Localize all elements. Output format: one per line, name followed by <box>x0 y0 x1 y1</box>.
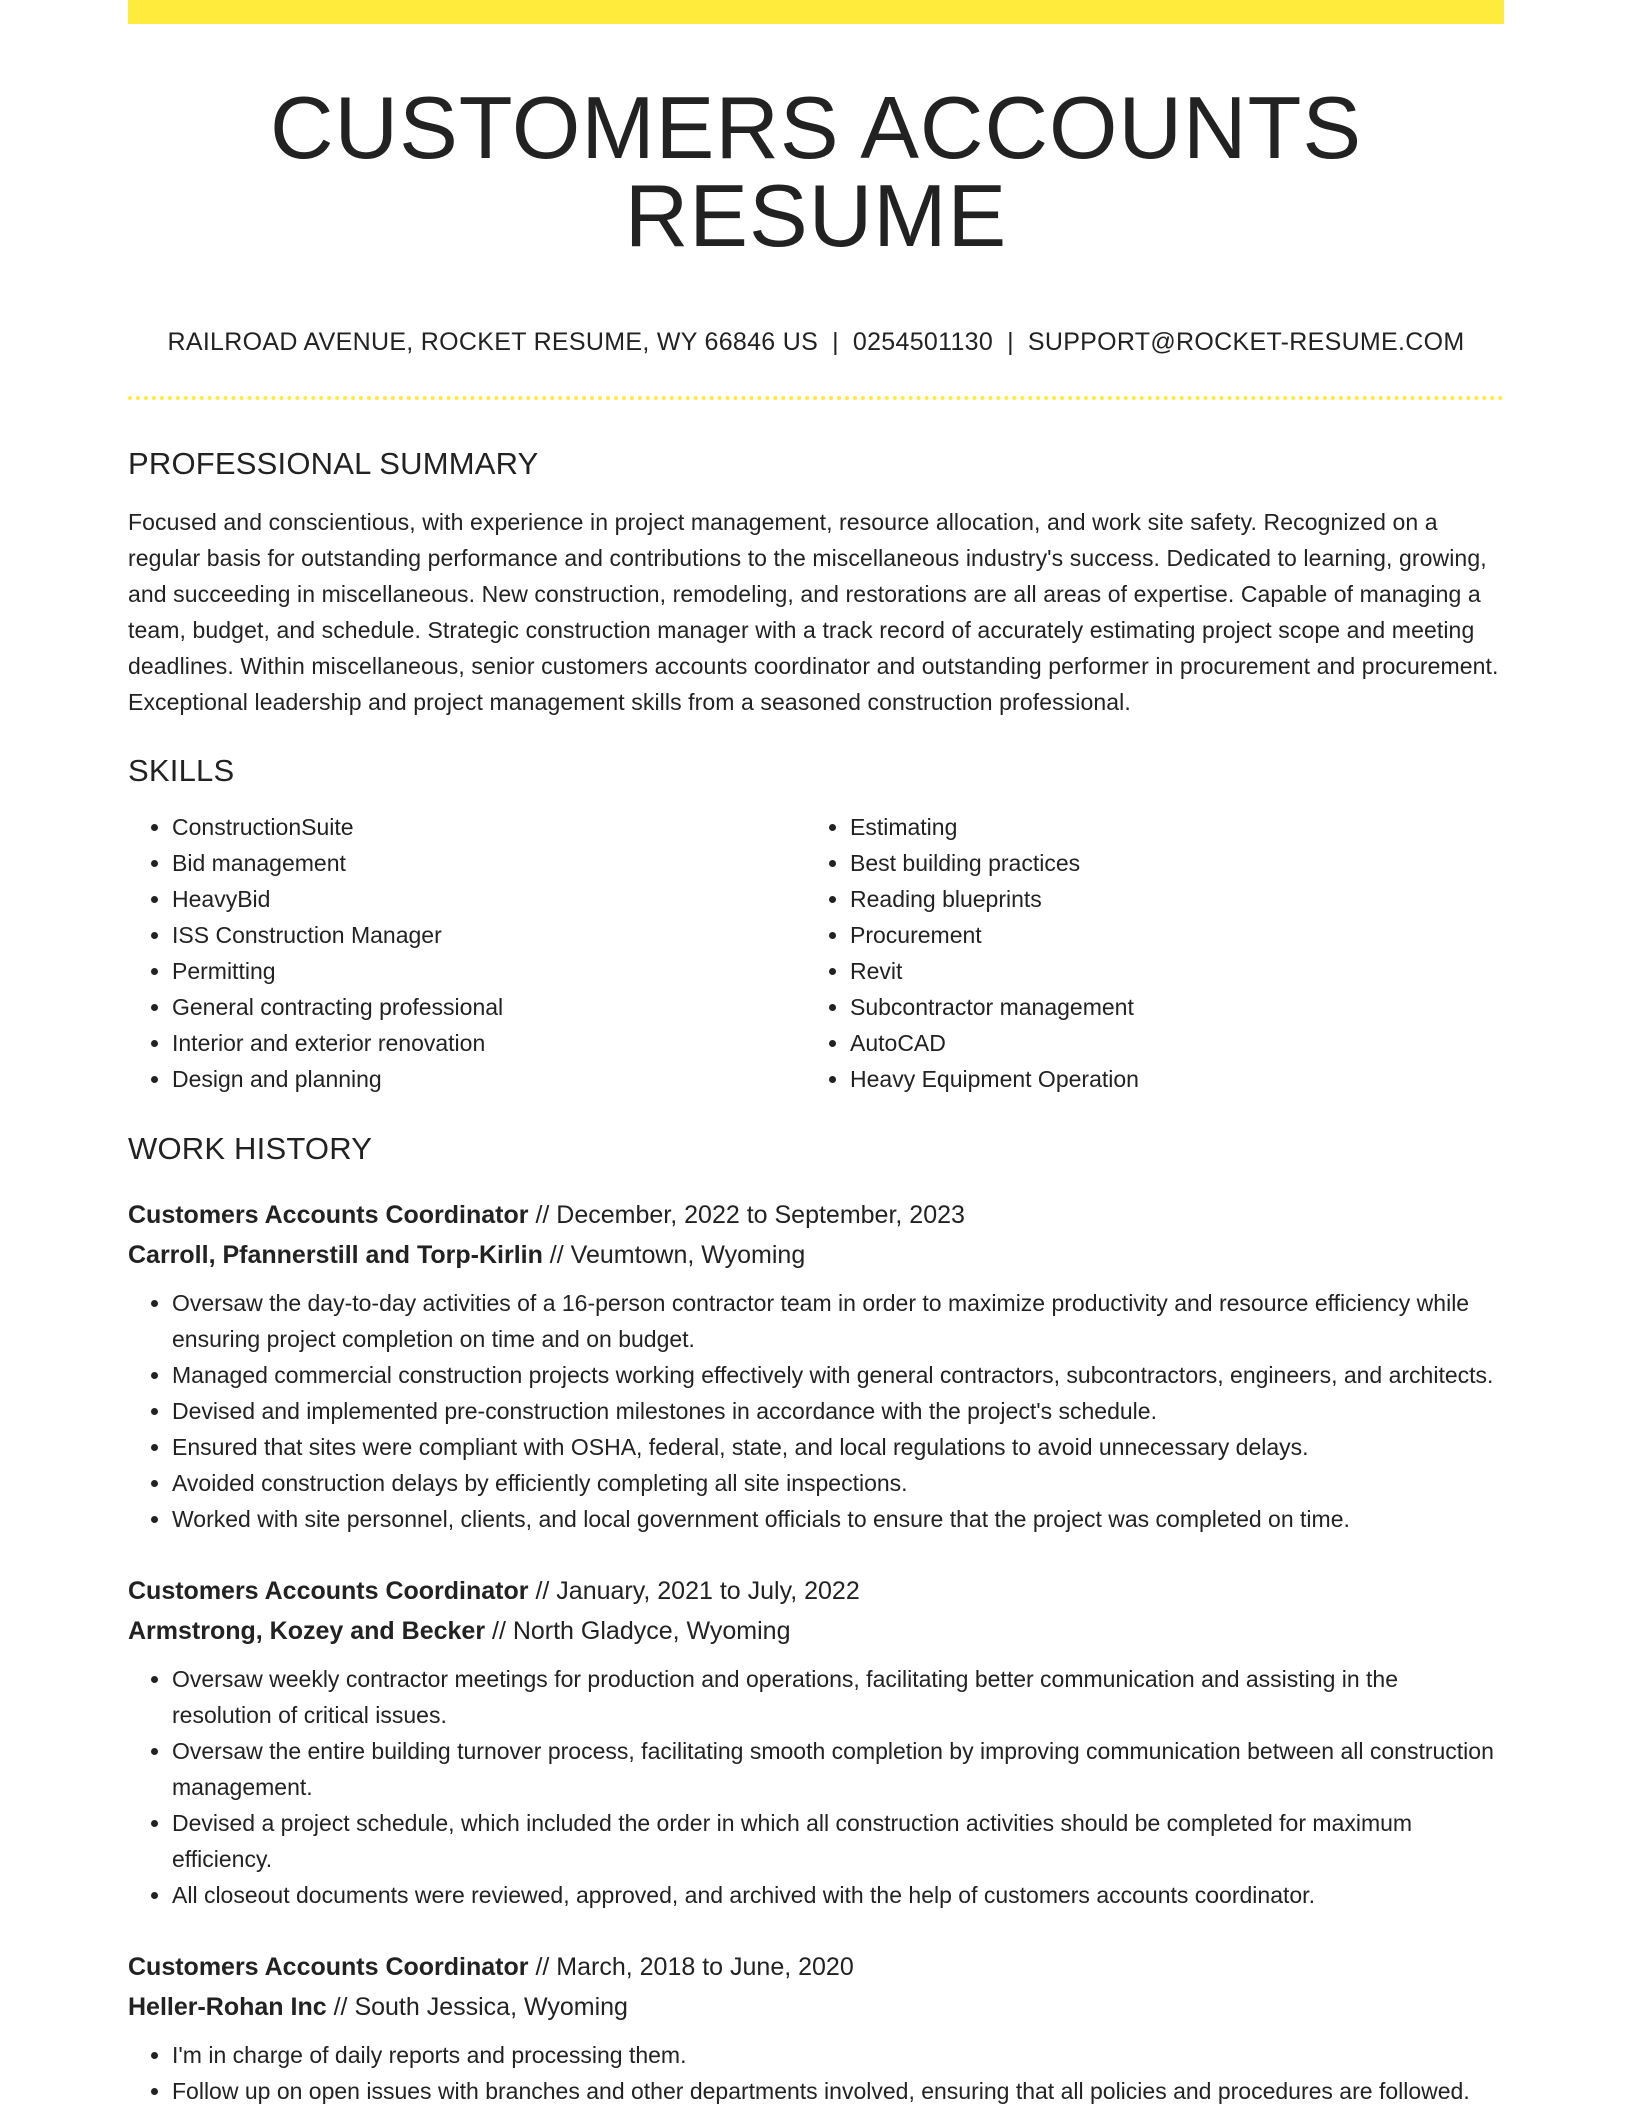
skill-item: • Estimating <box>850 809 1484 845</box>
job-bullet: • Oversaw the entire building turnover process, facilitating smooth completion by improving communication between all construction management. <box>172 1733 1504 1805</box>
contact-address: RAILROAD AVENUE, ROCKET RESUME, WY 66846 US <box>167 328 819 356</box>
job-company: Armstrong, Kozey and Becker <box>128 1617 486 1645</box>
resume-title: CUSTOMERS ACCOUNTS RESUME <box>269 78 1363 265</box>
skill-item: • HeavyBid <box>172 881 806 917</box>
job-bullet: • Oversaw the day-to-day activities of a 16-person contractor team in order to maximize productivity and resource efficiency while ensuring project completion on time and on budget. <box>172 1285 1504 1357</box>
job-location: // North Gladyce, Wyoming <box>485 1617 791 1645</box>
skill-item: • ISS Construction Manager <box>172 917 806 953</box>
job-role-line <box>128 1195 1504 1235</box>
job-entry <box>128 1947 1504 2109</box>
section-title-summary: PROFESSIONAL SUMMARY <box>128 446 539 481</box>
job-dates: // January, 2021 to July, 2022 <box>528 1577 860 1605</box>
resume-page <box>128 0 1504 2109</box>
job-bullet: • Devised a project schedule, which included the order in which all construction activities should be completed for maximum efficiency. <box>172 1805 1504 1877</box>
section-title-skills: SKILLS <box>128 753 235 788</box>
skill-item: • AutoCAD <box>850 1025 1484 1061</box>
skill-item: • Design and planning <box>172 1061 806 1097</box>
job-entry <box>128 1571 1504 1913</box>
skills-list-right <box>806 809 1484 1097</box>
job-role-line <box>128 1947 1504 1987</box>
skill-item: • Interior and exterior renovation <box>172 1025 806 1061</box>
job-company-line <box>128 1987 1504 2027</box>
skill-item: • ConstructionSuite <box>172 809 806 845</box>
job-role: Customers Accounts Coordinator <box>128 1577 529 1605</box>
job-bullet: • Ensured that sites were compliant with OSHA, federal, state, and local regulations to avoid unnecessary delays. <box>172 1429 1504 1465</box>
skill-item: • Procurement <box>850 917 1484 953</box>
skill-item: • Bid management <box>172 845 806 881</box>
contact-email: SUPPORT@ROCKET-RESUME.COM <box>1027 328 1465 356</box>
contact-line <box>128 328 1504 357</box>
skill-item: • Reading blueprints <box>850 881 1484 917</box>
skills-list-left <box>128 809 806 1097</box>
job-location: // South Jessica, Wyoming <box>326 1993 628 2021</box>
job-dates: // December, 2022 to September, 2023 <box>528 1201 965 1229</box>
skill-item: • Revit <box>850 953 1484 989</box>
skill-item: • Permitting <box>172 953 806 989</box>
job-bullet: • Follow up on open issues with branches and other departments involved, ensuring that all policies and procedures are followed. <box>172 2073 1504 2109</box>
contact-phone: 0254501130 <box>852 328 994 356</box>
skill-item: • Subcontractor management <box>850 989 1484 1025</box>
job-entry <box>128 1195 1504 1537</box>
job-bullet: • Managed commercial construction projects working effectively with general contractors, subcontractors, engineers, and architects. <box>172 1357 1504 1393</box>
skills-grid <box>128 809 1504 1097</box>
job-bullets <box>128 2037 1504 2109</box>
job-role: Customers Accounts Coordinator <box>128 1953 529 1981</box>
job-bullets <box>128 1661 1504 1913</box>
contact-separator: | <box>1007 328 1014 356</box>
skill-item: • General contracting professional <box>172 989 806 1025</box>
job-dates: // March, 2018 to June, 2020 <box>528 1953 854 1981</box>
job-role-line <box>128 1571 1504 1611</box>
job-company-line <box>128 1235 1504 1275</box>
job-bullet: • Oversaw weekly contractor meetings for production and operations, facilitating better communication and assisting in the resolution of critical issues. <box>172 1661 1504 1733</box>
job-company-line <box>128 1611 1504 1651</box>
dotted-divider <box>128 396 1504 400</box>
top-accent-bar <box>128 0 1504 24</box>
job-location: // Veumtown, Wyoming <box>542 1241 806 1269</box>
job-bullets <box>128 1285 1504 1537</box>
job-bullet: • All closeout documents were reviewed, approved, and archived with the help of customers accounts coordinator. <box>172 1877 1504 1913</box>
section-title-work-history: WORK HISTORY <box>128 1131 373 1166</box>
skill-item: • Heavy Equipment Operation <box>850 1061 1484 1097</box>
job-bullet: • Worked with site personnel, clients, and local government officials to ensure that the project was completed on time. <box>172 1501 1504 1537</box>
summary-text: Focused and conscientious, with experience in project management, resource allocation, and work site safety. Recognized on a regular basis for outstanding performance and contributions to the miscellaneous industry's success. Dedicated to learning, growing, and succeeding in miscellaneous. New construction, remodeling, and restorations are all areas of expertise. Capable of managing a team, budget, and schedule. Strategic construction manager with a track record of accurately estimating project scope and meeting deadlines. Within miscellaneous, senior customers accounts coordinator and outstanding performer in procurement and procurement. Exceptional leadership and project management skills from a seasoned construction professional. <box>128 509 1499 715</box>
job-bullet: • I'm in charge of daily reports and processing them. <box>172 2037 1504 2073</box>
job-bullet: • Avoided construction delays by efficiently completing all site inspections. <box>172 1465 1504 1501</box>
job-role: Customers Accounts Coordinator <box>128 1201 529 1229</box>
job-company: Carroll, Pfannerstill and Torp-Kirlin <box>128 1241 543 1269</box>
skill-item: • Best building practices <box>850 845 1484 881</box>
job-bullet: • Devised and implemented pre-construction milestones in accordance with the project's schedule. <box>172 1393 1504 1429</box>
job-company: Heller-Rohan Inc <box>128 1993 327 2021</box>
contact-separator: | <box>832 328 839 356</box>
